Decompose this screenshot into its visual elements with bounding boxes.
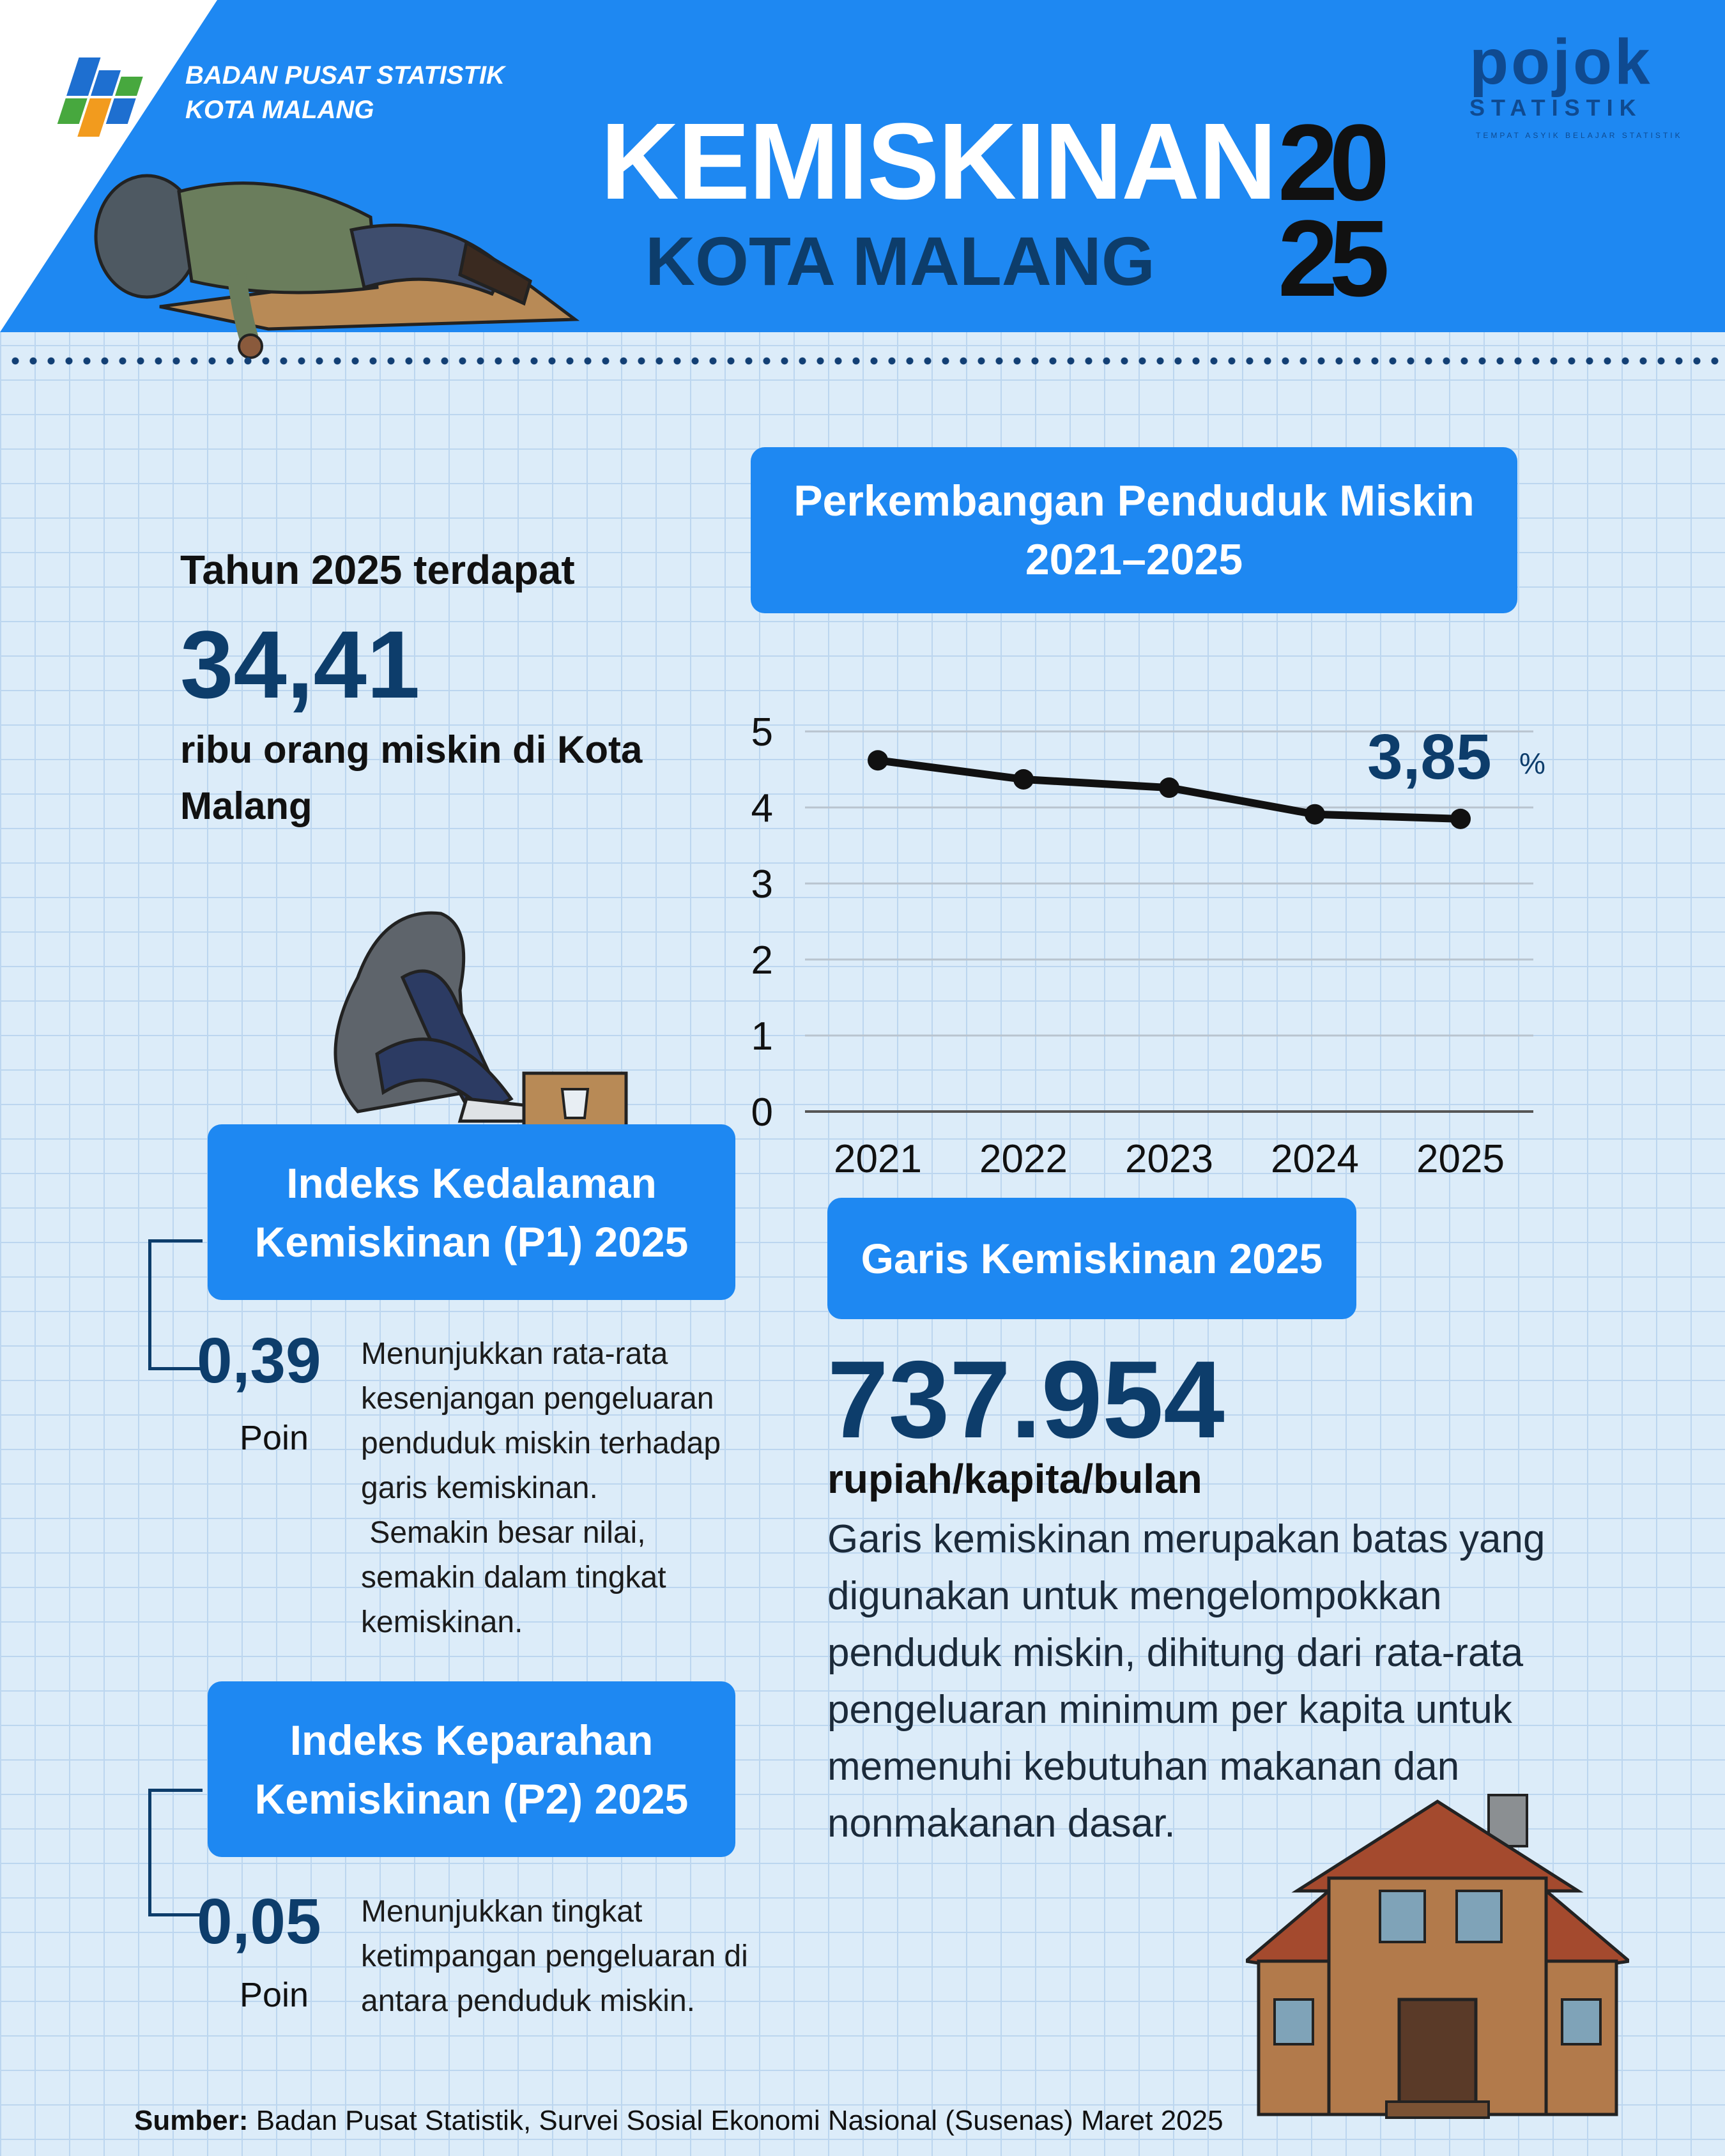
p2-title-line1: Indeks Keparahan bbox=[289, 1716, 654, 1764]
source-footer bbox=[134, 2105, 1223, 2137]
p2-bracket bbox=[148, 1789, 203, 1916]
chart-title-box bbox=[751, 447, 1517, 613]
chart-y-tick-label: 4 bbox=[751, 786, 773, 830]
p2-description-line: ketimpangan pengeluaran di bbox=[361, 1939, 748, 1973]
p1-description-line: Menunjukkan rata-rata bbox=[361, 1337, 668, 1371]
pojok-logo-tagline: TEMPAT ASYIK BELAJAR STATISTIK bbox=[1476, 131, 1683, 140]
summary-description: ribu orang miskin di Kota Malang bbox=[180, 728, 643, 827]
org-name-line2: KOTA MALANG bbox=[185, 96, 374, 124]
p1-title-line1: Indeks Kedalaman bbox=[286, 1159, 657, 1207]
p2-unit: Poin bbox=[240, 1976, 309, 2014]
garis-description-line: memenuhi kebutuhan makanan dan bbox=[827, 1745, 1460, 1789]
p1-title-line2: Kemiskinan (P1) 2025 bbox=[254, 1218, 689, 1265]
chart-x-tick-label: 2025 bbox=[1416, 1137, 1505, 1181]
chart-y-tick-label: 0 bbox=[751, 1090, 773, 1135]
chart-y-tick-label: 2 bbox=[751, 938, 773, 982]
page-title: KEMISKINAN bbox=[601, 101, 1276, 222]
chart-title-line2: 2021–2025 bbox=[1025, 535, 1243, 584]
p1-title-box bbox=[208, 1124, 735, 1300]
chart-x-tick-label: 2022 bbox=[979, 1137, 1068, 1181]
chart-y-tick-label: 3 bbox=[751, 862, 773, 906]
year-bottom: 25 bbox=[1278, 198, 1381, 319]
garis-description-line: Garis kemiskinan merupakan batas yang bbox=[827, 1517, 1545, 1561]
chart-x-tick-label: 2024 bbox=[1271, 1137, 1359, 1181]
chart-x-ticks bbox=[834, 1137, 1505, 1181]
p2-description-line: antara penduduk miskin. bbox=[361, 1984, 695, 2018]
garis-unit: rupiah/kapita/bulan bbox=[827, 1456, 1202, 1502]
bps-logo-icon bbox=[45, 45, 172, 153]
dotted-divider bbox=[6, 356, 1719, 365]
pojok-logo: pojok bbox=[1469, 26, 1653, 98]
pojok-logo-sub: STATISTIK bbox=[1469, 95, 1643, 121]
p1-description-line: semakin dalam tingkat bbox=[361, 1561, 666, 1594]
chart-x-tick-label: 2021 bbox=[834, 1137, 922, 1181]
p2-title-box bbox=[208, 1681, 735, 1857]
garis-description-line: pengeluaran minimum per kapita untuk bbox=[827, 1688, 1512, 1732]
p1-description-line: garis kemiskinan. bbox=[361, 1471, 598, 1505]
p1-value: 0,39 bbox=[197, 1325, 321, 1396]
page-subtitle: KOTA MALANG bbox=[645, 222, 1155, 300]
garis-description-line: nonmakanan dasar. bbox=[827, 1801, 1176, 1846]
p1-description bbox=[361, 1332, 770, 1645]
p1-description-line: kesenjangan pengeluaran bbox=[361, 1382, 714, 1416]
chart-point-2023 bbox=[1159, 777, 1179, 798]
chart-point-2025 bbox=[1450, 809, 1471, 829]
garis-title-box bbox=[827, 1198, 1356, 1319]
chart-point-2022 bbox=[1013, 769, 1034, 790]
chart-point-2021 bbox=[868, 750, 888, 770]
source-label: Sumber: bbox=[134, 2105, 249, 2136]
garis-description-line: digunakan untuk mengelompokkan bbox=[827, 1574, 1442, 1618]
p2-description-line: Menunjukkan tingkat bbox=[361, 1895, 643, 1929]
garis-title: Garis Kemiskinan 2025 bbox=[861, 1235, 1323, 1282]
org-name-line1: BADAN PUSAT STATISTIK bbox=[185, 61, 505, 89]
source-text: Badan Pusat Statistik, Survei Sosial Ekonomi Nasional (Susenas) Maret 2025 bbox=[248, 2105, 1223, 2136]
p2-value: 0,05 bbox=[197, 1886, 321, 1957]
garis-description-line: penduduk miskin, dihitung dari rata-rata bbox=[827, 1631, 1524, 1675]
p1-description-line: Semakin besar nilai, bbox=[361, 1516, 646, 1550]
summary-value: 34,41 bbox=[180, 611, 420, 718]
sleeping-person-illustration bbox=[83, 160, 581, 364]
garis-value: 737.954 bbox=[827, 1338, 1225, 1461]
chart-highlight-unit: % bbox=[1519, 747, 1545, 780]
p2-description bbox=[361, 1890, 808, 2024]
chart-highlight-value: 3,85 bbox=[1367, 721, 1492, 793]
chart-y-tick-label: 5 bbox=[751, 710, 773, 754]
summary-intro: Tahun 2025 terdapat bbox=[180, 547, 575, 593]
p1-unit: Poin bbox=[240, 1419, 309, 1457]
old-house-illustration bbox=[1246, 1789, 1629, 2121]
chart-y-ticks bbox=[751, 710, 773, 1135]
p2-title-line2: Kemiskinan (P2) 2025 bbox=[254, 1775, 689, 1823]
p1-description-line: kemiskinan. bbox=[361, 1605, 523, 1639]
chart-title-line1: Perkembangan Penduduk Miskin bbox=[793, 477, 1475, 525]
p1-description-line: penduduk miskin terhadap bbox=[361, 1426, 721, 1460]
year-top: 20 bbox=[1278, 102, 1381, 224]
chart-x-tick-label: 2023 bbox=[1125, 1137, 1213, 1181]
chart-y-tick-label: 1 bbox=[751, 1014, 773, 1059]
chart-point-2024 bbox=[1305, 804, 1325, 825]
sitting-person-illustration bbox=[307, 901, 639, 1137]
